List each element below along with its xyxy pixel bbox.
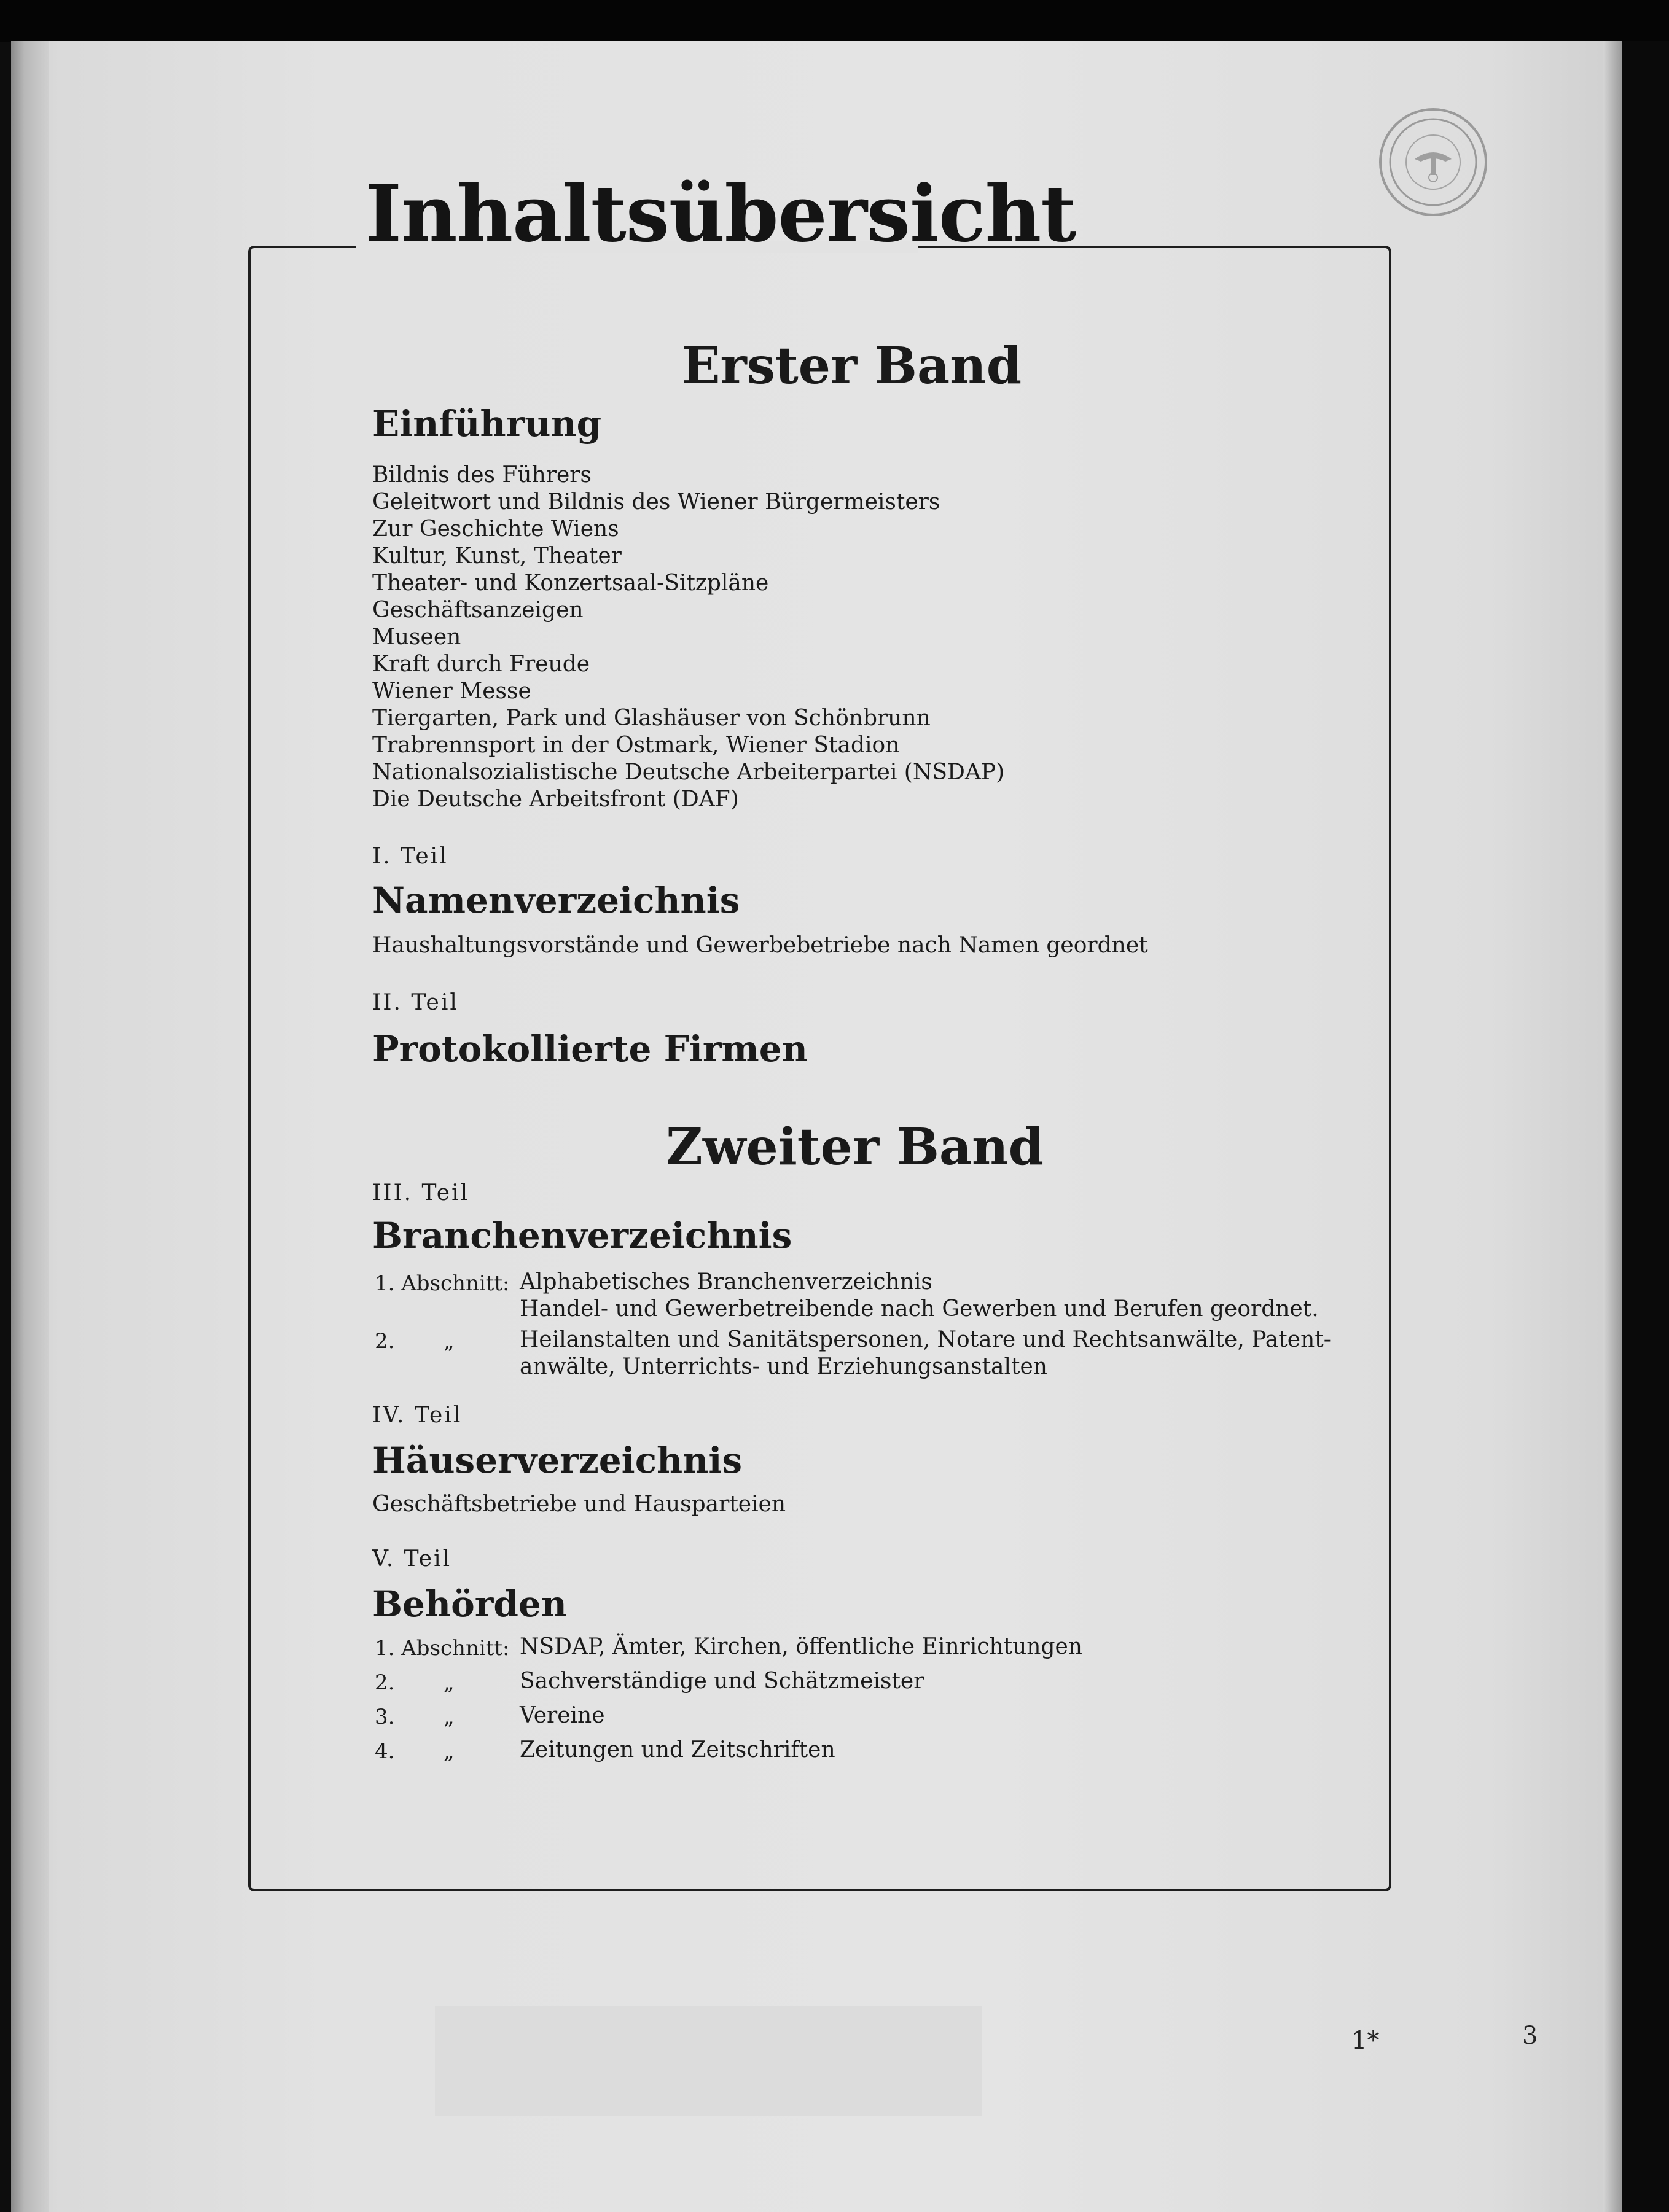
list-item: Tiergarten, Park und Glashäuser von Schönbrunn [372, 706, 931, 731]
page-edge-right [1603, 41, 1622, 2212]
page-gutter [11, 41, 49, 2212]
signature-mark: 1* [1351, 2027, 1380, 2055]
list-item: Zur Geschichte Wiens [372, 516, 619, 542]
abschnitt-text: Vereine [520, 1703, 605, 1728]
list-item: Nationalsozialistische Deutsche Arbeiterpartei (NSDAP) [372, 760, 1005, 785]
ditto-mark: „ [444, 1739, 455, 1764]
list-item: Bildnis des Führers [372, 462, 592, 488]
section-heading-einfuehrung: Einführung [372, 403, 602, 445]
page-title: Inhaltsübersicht [365, 168, 1076, 259]
section-heading-branchenverzeichnis: Branchenverzeichnis [372, 1215, 792, 1256]
page-number: 3 [1522, 2022, 1538, 2050]
teil-label: III. Teil [372, 1180, 470, 1205]
section-heading-haeuserverzeichnis: Häuserverzeichnis [372, 1439, 743, 1481]
list-item: Die Deutsche Arbeitsfront (DAF) [372, 787, 739, 812]
abschnitt-text: NSDAP, Ämter, Kirchen, öffentliche Einrichtungen [520, 1634, 1082, 1659]
scan-border-top [0, 0, 1669, 42]
list-item: Geschäftsanzeigen [372, 598, 584, 623]
library-stamp [1379, 108, 1487, 216]
section-heading-namenverzeichnis: Namenverzeichnis [372, 879, 740, 921]
abschnitt-text: Zeitungen und Zeitschriften [520, 1737, 835, 1762]
abschnitt-number: 1. Abschnitt: [375, 1271, 510, 1296]
list-item: Kultur, Kunst, Theater [372, 543, 622, 569]
abschnitt-text: Heilanstalten und Sanitätspersonen, Notare und Rechtsanwälte, Patent- [520, 1327, 1331, 1352]
ditto-mark: „ [444, 1670, 455, 1695]
list-item: Geleitwort und Bildnis des Wiener Bürgermeisters [372, 489, 940, 515]
abschnitt-number: 2. [375, 1329, 395, 1353]
abschnitt-text: Handel- und Gewerbetreibende nach Gewerben und Berufen geordnet. [520, 1296, 1319, 1322]
teil-label: IV. Teil [372, 1403, 463, 1428]
ditto-mark: „ [444, 1329, 455, 1353]
band-heading-zweiter: Zweiter Band [666, 1118, 1044, 1177]
list-item: Trabrennsport in der Ostmark, Wiener Stadion [372, 733, 900, 758]
list-item: Museen [372, 625, 461, 650]
abschnitt-number: 4. [375, 1739, 395, 1764]
list-item: Kraft durch Freude [372, 652, 590, 677]
section-description: Geschäftsbetriebe und Hausparteien [372, 1492, 786, 1517]
list-item: Wiener Messe [372, 679, 531, 704]
abschnitt-text: Sachverständige und Schätzmeister [520, 1669, 924, 1694]
section-description: Haushaltungsvorstände und Gewerbebetriebe nach Namen geordnet [372, 933, 1148, 958]
teil-label: I. Teil [372, 844, 448, 869]
band-heading-erster: Erster Band [682, 337, 1022, 395]
abschnitt-number: 2. [375, 1670, 395, 1695]
ditto-mark: „ [444, 1705, 455, 1729]
eagle-seal-icon [1387, 116, 1479, 208]
section-heading-behoerden: Behörden [372, 1583, 567, 1625]
list-item: Theater- und Konzertsaal-Sitzpläne [372, 571, 769, 596]
teil-label: V. Teil [372, 1546, 452, 1571]
scan-border-right [1622, 41, 1669, 2212]
abschnitt-number: 3. [375, 1705, 395, 1729]
paper-discoloration [435, 2006, 982, 2116]
abschnitt-number: 1. Abschnitt: [375, 1636, 510, 1661]
teil-label: II. Teil [372, 990, 459, 1015]
section-heading-protokollierte-firmen: Protokollierte Firmen [372, 1028, 808, 1070]
abschnitt-text: anwälte, Unterrichts- und Erziehungsanstalten [520, 1354, 1047, 1379]
abschnitt-text: Alphabetisches Branchenverzeichnis [520, 1269, 932, 1295]
